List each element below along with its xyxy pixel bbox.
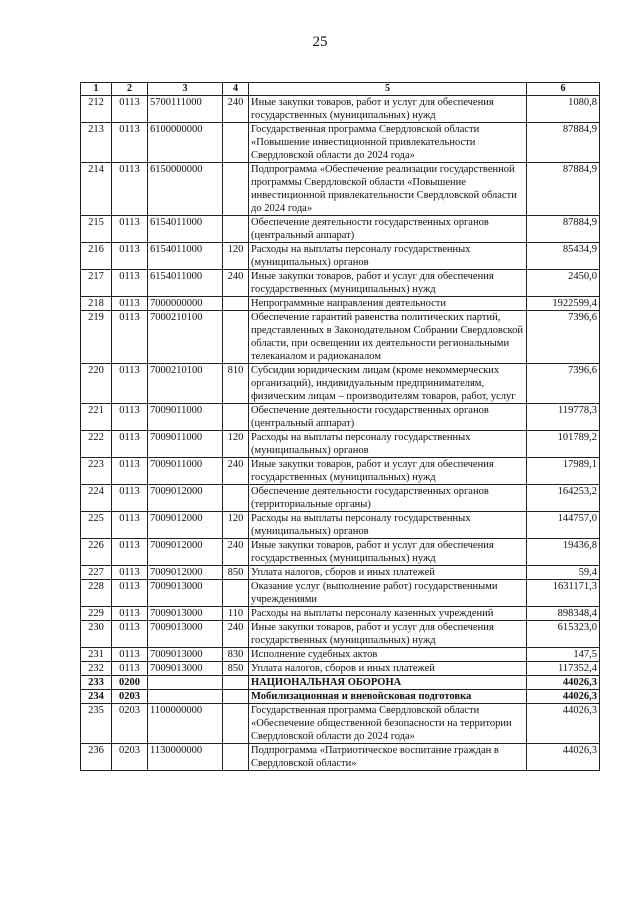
row-number-cell: 226	[81, 539, 112, 566]
item-name-cell: НАЦИОНАЛЬНАЯ ОБОРОНА	[249, 676, 527, 690]
table-row	[81, 539, 600, 566]
amount-cell: 1631171,3	[527, 580, 600, 607]
row-number-cell: 222	[81, 431, 112, 458]
target-article-cell: 6154011000	[148, 216, 223, 243]
section-code-cell: 0113	[112, 662, 148, 676]
target-article-cell: 6100000000	[148, 123, 223, 163]
table-row	[81, 431, 600, 458]
amount-cell: 44026,3	[527, 704, 600, 744]
item-name-cell: Расходы на выплаты персоналу государственных (муниципальных) органов	[249, 512, 527, 539]
column-header: 6	[527, 83, 600, 96]
expense-type-cell	[223, 311, 249, 364]
row-number-cell: 236	[81, 744, 112, 771]
item-name-cell: Иные закупки товаров, работ и услуг для обеспечения государственных (муниципальных) нужд	[249, 539, 527, 566]
section-code-cell: 0113	[112, 485, 148, 512]
amount-cell: 119778,3	[527, 404, 600, 431]
amount-cell: 87884,9	[527, 123, 600, 163]
row-number-cell: 227	[81, 566, 112, 580]
section-code-cell: 0113	[112, 431, 148, 458]
item-name-cell: Расходы на выплаты персоналу государственных (муниципальных) органов	[249, 243, 527, 270]
column-header: 3	[148, 83, 223, 96]
item-name-cell: Государственная программа Свердловской области «Повышение инвестиционной привлекательности Свердловской области до 2024 года»	[249, 123, 527, 163]
amount-cell: 17989,1	[527, 458, 600, 485]
row-number-cell: 234	[81, 690, 112, 704]
item-name-cell: Уплата налогов, сборов и иных платежей	[249, 662, 527, 676]
section-code-cell: 0113	[112, 539, 148, 566]
target-article-cell: 7000210100	[148, 311, 223, 364]
target-article-cell: 7009013000	[148, 580, 223, 607]
row-number-cell: 215	[81, 216, 112, 243]
table-row	[81, 662, 600, 676]
expense-type-cell: 240	[223, 539, 249, 566]
table-row	[81, 163, 600, 216]
page-number: 25	[312, 34, 328, 50]
row-number-cell: 228	[81, 580, 112, 607]
section-code-cell: 0203	[112, 744, 148, 771]
section-code-cell: 0113	[112, 123, 148, 163]
target-article-cell: 7009013000	[148, 621, 223, 648]
table-row	[81, 458, 600, 485]
table-row	[81, 96, 600, 123]
amount-cell: 1080,8	[527, 96, 600, 123]
section-code-cell: 0113	[112, 311, 148, 364]
table-row	[81, 648, 600, 662]
row-number-cell: 229	[81, 607, 112, 621]
section-code-cell: 0113	[112, 163, 148, 216]
expense-type-cell: 240	[223, 96, 249, 123]
expense-type-cell	[223, 690, 249, 704]
target-article-cell: 7009011000	[148, 431, 223, 458]
row-number-cell: 213	[81, 123, 112, 163]
section-code-cell: 0113	[112, 621, 148, 648]
column-header: 2	[112, 83, 148, 96]
amount-cell: 19436,8	[527, 539, 600, 566]
amount-cell: 147,5	[527, 648, 600, 662]
item-name-cell: Иные закупки товаров, работ и услуг для обеспечения государственных (муниципальных) нужд	[249, 270, 527, 297]
target-article-cell: 7009011000	[148, 458, 223, 485]
table-row	[81, 404, 600, 431]
table-row	[81, 566, 600, 580]
item-name-cell: Иные закупки товаров, работ и услуг для обеспечения государственных (муниципальных) нужд	[249, 621, 527, 648]
expense-type-cell	[223, 485, 249, 512]
target-article-cell: 1130000000	[148, 744, 223, 771]
target-article-cell: 7009012000	[148, 539, 223, 566]
amount-cell: 144757,0	[527, 512, 600, 539]
row-number-cell: 224	[81, 485, 112, 512]
section-code-cell: 0113	[112, 364, 148, 404]
item-name-cell: Обеспечение деятельности государственных органов (центральный аппарат)	[249, 404, 527, 431]
item-name-cell: Уплата налогов, сборов и иных платежей	[249, 566, 527, 580]
table-row	[81, 621, 600, 648]
expense-type-cell	[223, 297, 249, 311]
expense-type-cell: 850	[223, 662, 249, 676]
item-name-cell: Исполнение судебных актов	[249, 648, 527, 662]
row-number-cell: 231	[81, 648, 112, 662]
target-article-cell: 7009011000	[148, 404, 223, 431]
row-number-cell: 220	[81, 364, 112, 404]
expense-type-cell: 120	[223, 243, 249, 270]
table-row	[81, 744, 600, 771]
table-row	[81, 364, 600, 404]
section-code-cell: 0113	[112, 297, 148, 311]
section-code-cell: 0203	[112, 704, 148, 744]
target-article-cell: 5700111000	[148, 96, 223, 123]
table-row	[81, 216, 600, 243]
target-article-cell: 1100000000	[148, 704, 223, 744]
section-code-cell: 0113	[112, 607, 148, 621]
amount-cell: 7396,6	[527, 364, 600, 404]
column-header: 5	[249, 83, 527, 96]
row-number-cell: 218	[81, 297, 112, 311]
target-article-cell: 7009012000	[148, 485, 223, 512]
item-name-cell: Обеспечение деятельности государственных органов (территориальные органы)	[249, 485, 527, 512]
expense-type-cell: 240	[223, 458, 249, 485]
expense-type-cell: 830	[223, 648, 249, 662]
target-article-cell: 7000000000	[148, 297, 223, 311]
item-name-cell: Иные закупки товаров, работ и услуг для обеспечения государственных (муниципальных) нужд	[249, 458, 527, 485]
target-article-cell: 7009013000	[148, 607, 223, 621]
column-header: 4	[223, 83, 249, 96]
row-number-cell: 235	[81, 704, 112, 744]
expense-type-cell: 240	[223, 621, 249, 648]
item-name-cell: Подпрограмма «Обеспечение реализации государственной программы Свердловской области «Повышение инвестиционной привлекательности Свердловской области до 2024 года»	[249, 163, 527, 216]
section-code-cell: 0113	[112, 96, 148, 123]
section-code-cell: 0113	[112, 648, 148, 662]
amount-cell: 44026,3	[527, 690, 600, 704]
amount-cell: 117352,4	[527, 662, 600, 676]
table-row	[81, 243, 600, 270]
amount-cell: 59,4	[527, 566, 600, 580]
expense-type-cell	[223, 676, 249, 690]
row-number-cell: 225	[81, 512, 112, 539]
expense-type-cell: 110	[223, 607, 249, 621]
target-article-cell: 6154011000	[148, 270, 223, 297]
amount-cell: 2450,0	[527, 270, 600, 297]
row-number-cell: 221	[81, 404, 112, 431]
section-code-cell: 0113	[112, 216, 148, 243]
row-number-cell: 217	[81, 270, 112, 297]
section-code-cell: 0200	[112, 676, 148, 690]
table-row	[81, 580, 600, 607]
expense-type-cell	[223, 744, 249, 771]
expense-type-cell	[223, 580, 249, 607]
expense-type-cell	[223, 704, 249, 744]
target-article-cell: 7000210100	[148, 364, 223, 404]
target-article-cell: 7009012000	[148, 566, 223, 580]
expense-type-cell: 850	[223, 566, 249, 580]
target-article-cell: 7009012000	[148, 512, 223, 539]
table-row	[81, 512, 600, 539]
target-article-cell: 6150000000	[148, 163, 223, 216]
row-number-cell: 212	[81, 96, 112, 123]
target-article-cell: 7009013000	[148, 648, 223, 662]
table-row	[81, 311, 600, 364]
section-code-cell: 0113	[112, 243, 148, 270]
expense-type-cell: 810	[223, 364, 249, 404]
item-name-cell: Субсидии юридическим лицам (кроме некоммерческих организаций), индивидуальным предпринимателям, физическим лицам – производителям товаров, работ, услуг	[249, 364, 527, 404]
expense-type-cell	[223, 216, 249, 243]
amount-cell: 164253,2	[527, 485, 600, 512]
table-row	[81, 485, 600, 512]
table-row	[81, 607, 600, 621]
section-code-cell: 0203	[112, 690, 148, 704]
expense-type-cell: 120	[223, 512, 249, 539]
expense-type-cell	[223, 123, 249, 163]
item-name-cell: Мобилизационная и вневойсковая подготовка	[249, 690, 527, 704]
amount-cell: 615323,0	[527, 621, 600, 648]
amount-cell: 898348,4	[527, 607, 600, 621]
expense-type-cell	[223, 163, 249, 216]
section-code-cell: 0113	[112, 580, 148, 607]
amount-cell: 1922599,4	[527, 297, 600, 311]
expense-type-cell: 120	[223, 431, 249, 458]
item-name-cell: Непрограммные направления деятельности	[249, 297, 527, 311]
row-number-cell: 214	[81, 163, 112, 216]
row-number-cell: 230	[81, 621, 112, 648]
amount-cell: 87884,9	[527, 163, 600, 216]
item-name-cell: Обеспечение деятельности государственных органов (центральный аппарат)	[249, 216, 527, 243]
target-article-cell: 6154011000	[148, 243, 223, 270]
section-code-cell: 0113	[112, 566, 148, 580]
target-article-cell	[148, 676, 223, 690]
amount-cell: 44026,3	[527, 676, 600, 690]
amount-cell: 7396,6	[527, 311, 600, 364]
row-number-cell: 223	[81, 458, 112, 485]
section-code-cell: 0113	[112, 404, 148, 431]
row-number-cell: 232	[81, 662, 112, 676]
expense-type-cell	[223, 404, 249, 431]
table-row	[81, 297, 600, 311]
expense-type-cell: 240	[223, 270, 249, 297]
row-number-cell: 219	[81, 311, 112, 364]
item-name-cell: Расходы на выплаты персоналу казенных учреждений	[249, 607, 527, 621]
budget-table	[80, 82, 600, 771]
table-row	[81, 690, 600, 704]
table-row	[81, 676, 600, 690]
table-row	[81, 704, 600, 744]
table-row	[81, 123, 600, 163]
section-code-cell: 0113	[112, 512, 148, 539]
item-name-cell: Государственная программа Свердловской области «Обеспечение общественной безопасности на территории Свердловской области до 2024 года»	[249, 704, 527, 744]
target-article-cell	[148, 690, 223, 704]
target-article-cell: 7009013000	[148, 662, 223, 676]
table-row	[81, 270, 600, 297]
section-code-cell: 0113	[112, 458, 148, 485]
amount-cell: 85434,9	[527, 243, 600, 270]
amount-cell: 87884,9	[527, 216, 600, 243]
section-code-cell: 0113	[112, 270, 148, 297]
item-name-cell: Расходы на выплаты персоналу государственных (муниципальных) органов	[249, 431, 527, 458]
item-name-cell: Обеспечение гарантий равенства политических партий, представленных в Законодательном Собрании Свердловской области, при освещении их деятельности региональными телеканалом и радиоканалом	[249, 311, 527, 364]
amount-cell: 44026,3	[527, 744, 600, 771]
item-name-cell: Иные закупки товаров, работ и услуг для обеспечения государственных (муниципальных) нужд	[249, 96, 527, 123]
table-header-row	[81, 83, 600, 96]
amount-cell: 101789,2	[527, 431, 600, 458]
row-number-cell: 216	[81, 243, 112, 270]
column-header: 1	[81, 83, 112, 96]
item-name-cell: Подпрограмма «Патриотическое воспитание граждан в Свердловской области»	[249, 744, 527, 771]
row-number-cell: 233	[81, 676, 112, 690]
item-name-cell: Оказание услуг (выполнение работ) государственными учреждениями	[249, 580, 527, 607]
